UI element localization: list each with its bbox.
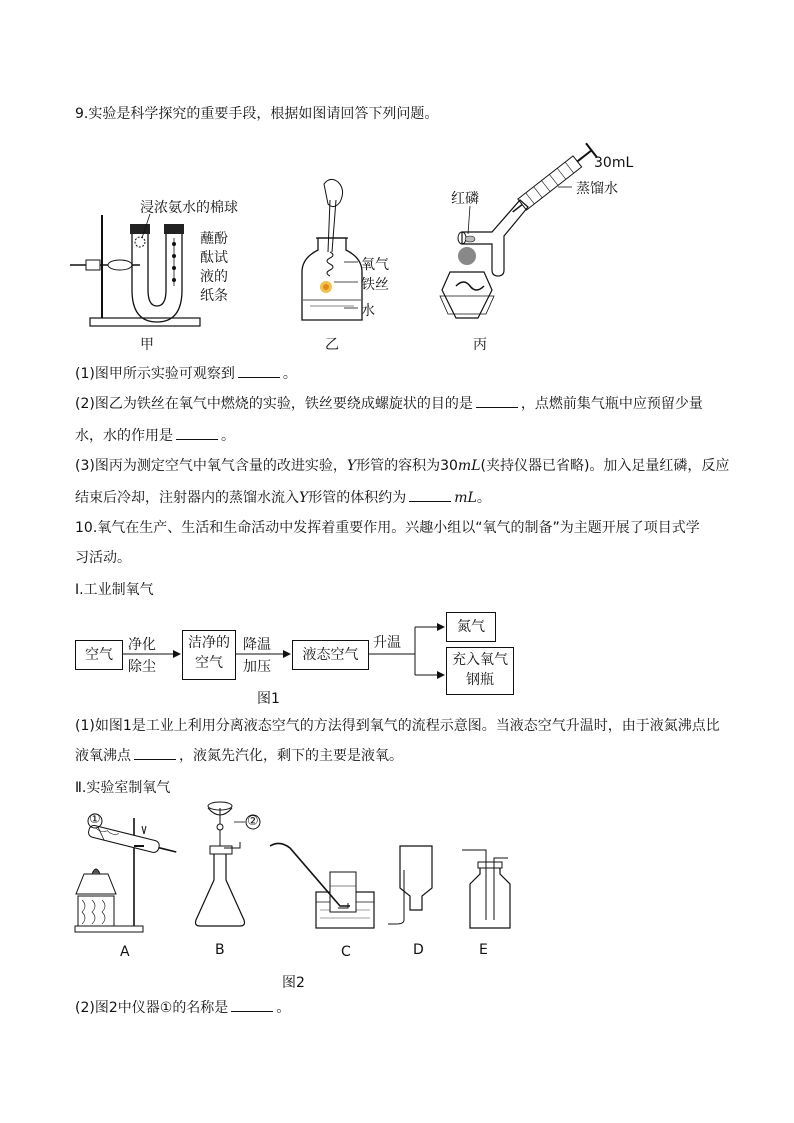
q9-sub3-text-f: 。 (476, 490, 491, 506)
q10-section-1: Ⅰ.工业制氧气 (75, 582, 154, 598)
yi-caption: 乙 (325, 337, 339, 353)
q9-sub3-ml2: mL (454, 490, 477, 506)
flow-nitrogen-box: 氮气 (446, 612, 496, 642)
apparatus-label-e: E (479, 942, 488, 958)
apparatus-label-d: D (413, 942, 424, 958)
q9-stem: 9.实验是科学探究的重要手段，根据如图请回答下列问题。 (75, 106, 439, 122)
q10-sub1-text-b: 液氧沸点 (75, 748, 131, 764)
q9-sub2-text-b: ，点燃前集气瓶中应预留少量 (520, 396, 703, 412)
jia-paper-label-2: 酞试 (200, 250, 228, 266)
apparatus-label-c: C (341, 944, 351, 960)
q9-sub3-text-b: 形管的容积为30 (356, 458, 458, 474)
q10-sub2-text-b: 的名称是 (172, 1000, 229, 1016)
q9-sub3-text-a: (3)图丙为测定空气中氧气含量的改进实验， (75, 458, 347, 474)
q10-sub2-blank[interactable] (231, 999, 273, 1012)
jia-paper-label-4: 纸条 (200, 288, 228, 304)
flow-clean-air-a: 洁净的 (188, 635, 230, 651)
q10-sub2 (75, 998, 290, 1018)
bing-water-label: 蒸馏水 (576, 181, 618, 197)
marker-2: ② (247, 814, 259, 829)
q10-stem-2: 习活动。 (75, 550, 131, 566)
q9-sub2-text-d: 。 (221, 428, 235, 444)
apparatus-label-b: B (215, 942, 225, 958)
flow-step3: 升温 (373, 635, 401, 651)
bing-volume-label: 30mL (594, 155, 634, 171)
flow-step1-b: 除尘 (128, 659, 156, 675)
jia-paper-label-3: 液的 (200, 269, 228, 285)
jia-caption: 甲 (140, 337, 154, 353)
yi-oxygen-label: 氧气 (361, 257, 389, 273)
yi-wire-label: 铁丝 (361, 277, 389, 293)
q9-sub2-text-a: (2)图乙为铁丝在氧气中燃烧的实验，铁丝要绕成螺旋状的目的是 (75, 396, 473, 412)
flow-step1-a: 净化 (128, 637, 156, 653)
q10-sub1-text-c: ，液氮先汽化，剩下的主要是液氧。 (179, 748, 403, 764)
q9-sub3-ml: mL (457, 458, 481, 474)
bing-caption: 丙 (473, 337, 487, 353)
q10-sub2-marker: ① (159, 1000, 173, 1016)
flow-cylinder-b: 钢瓶 (466, 672, 494, 688)
q10-section-2: Ⅱ.实验室制氧气 (75, 780, 171, 796)
q9-sub3-text-d: 结束后冷却，注射器内的蒸馏水流入 (75, 490, 299, 506)
flow-clean-air-b: 空气 (195, 655, 223, 671)
flow-cylinder-a: 充入氧气 (452, 652, 508, 668)
q10-stem-1: 10.氧气在生产、生活和生命活动中发挥着重要作用。兴趣小组以“氧气的制备”为主题开展了项目式学 (75, 520, 700, 536)
q10-sub2-text-c: 。 (276, 1000, 291, 1016)
figure-1-caption: 图1 (257, 691, 280, 707)
q9-sub1-text: (1)图甲所示实验可观察到 (75, 366, 235, 382)
q10-sub2-text-a: (2)图2中仪器 (75, 1000, 160, 1016)
q10-sub1-line1: (1)如图1是工业上利用分离液态空气的方法得到氧气的流程示意图。当液态空气升温时，由于液氮沸点比 (75, 718, 720, 734)
q9-sub3-text-c: (夹持仪器已省略)。加入足量红磷，反应 (480, 458, 730, 474)
yi-water-label: 水 (361, 303, 375, 319)
flow-step2-a: 降温 (243, 637, 271, 653)
q9-sub3-y: Y (346, 458, 357, 474)
q9-sub3-text-e: 形管的体积约为 (308, 490, 407, 506)
q9-sub2-text-c: 水，水的作用是 (75, 428, 173, 444)
jia-cotton-label: 浸浓氨水的棉球 (140, 200, 238, 216)
figure-2-caption: 图2 (282, 975, 305, 991)
bing-phosphorus-label: 红磷 (451, 191, 479, 207)
flow-liquid-air-box: 液态空气 (292, 640, 369, 670)
q9-sub1-end: 。 (282, 366, 297, 382)
apparatus-label-a: A (120, 944, 130, 960)
q9-sub3-y2: Y (299, 490, 309, 506)
flow-step2-b: 加压 (243, 659, 271, 675)
jia-paper-label-1: 蘸酚 (200, 231, 228, 247)
flow-air-box: 空气 (75, 640, 123, 670)
marker-1: ① (89, 812, 101, 827)
